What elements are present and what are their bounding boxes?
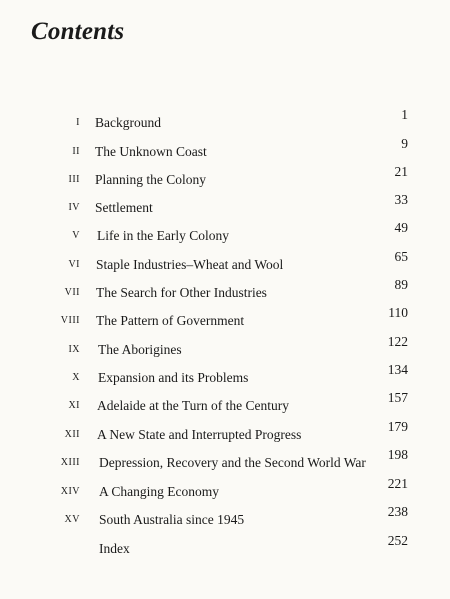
page-number: 179	[387, 419, 408, 434]
chapter-title: Life in the Early Colony	[97, 228, 229, 243]
chapter-number: XI	[68, 400, 80, 411]
toc-entry	[0, 277, 450, 307]
chapter-title: Expansion and its Problems	[98, 370, 249, 385]
page-number: 157	[387, 390, 408, 405]
toc-entry	[0, 476, 450, 506]
chapter-number: XIV	[60, 486, 80, 497]
chapter-number: VI	[68, 259, 80, 270]
chapter-number: XIII	[60, 457, 80, 468]
chapter-title: Settlement	[95, 200, 153, 215]
toc-entry	[0, 305, 450, 335]
chapter-number: VIII	[60, 315, 80, 326]
chapter-title: Staple Industries–Wheat and Wool	[96, 257, 284, 272]
toc-entry	[0, 390, 450, 420]
chapter-number: III	[68, 174, 80, 185]
toc-entry	[0, 419, 450, 449]
toc-entry	[0, 220, 450, 250]
chapter-number: I	[76, 117, 80, 128]
page-number: 122	[387, 334, 408, 349]
chapter-title: The Aborigines	[98, 342, 182, 357]
chapter-title: Index	[99, 541, 130, 556]
toc-entry	[0, 334, 450, 364]
page-number: 134	[387, 362, 408, 377]
toc-entry	[0, 136, 450, 166]
chapter-title: Background	[95, 115, 161, 130]
toc-entry	[0, 362, 450, 392]
chapter-title: A Changing Economy	[99, 484, 219, 499]
page-number: 65	[394, 249, 408, 264]
page-number: 252	[387, 533, 408, 548]
chapter-title: The Pattern of Government	[96, 313, 245, 328]
page-number: 89	[394, 277, 408, 292]
chapter-title: South Australia since 1945	[99, 512, 245, 527]
chapter-number: II	[72, 146, 80, 157]
page-number: 238	[387, 504, 408, 519]
chapter-title: The Unknown Coast	[95, 144, 207, 159]
page-title: Contents	[31, 18, 125, 45]
page-number: 110	[388, 305, 408, 320]
chapter-number: IX	[68, 344, 80, 355]
toc-entry	[0, 504, 450, 534]
chapter-number: V	[72, 230, 80, 241]
page-number: 33	[394, 192, 408, 207]
page-number: 198	[387, 447, 408, 462]
chapter-title: Depression, Recovery and the Second World War	[99, 455, 366, 470]
toc-entry	[0, 164, 450, 194]
chapter-number: IV	[68, 202, 80, 213]
chapter-number: VII	[64, 287, 80, 298]
toc-entry	[0, 192, 450, 222]
chapter-number: XII	[64, 429, 80, 440]
page-number: 49	[394, 220, 408, 235]
chapter-title: Adelaide at the Turn of the Century	[97, 398, 289, 413]
chapter-title: A New State and Interrupted Progress	[97, 427, 302, 442]
chapter-title: The Search for Other Industries	[96, 285, 267, 300]
chapter-number: X	[72, 372, 80, 383]
page-number: 9	[401, 136, 408, 151]
chapter-number: XV	[64, 514, 80, 525]
page-number: 1	[401, 107, 408, 122]
toc-entry	[0, 107, 450, 137]
page-number: 21	[394, 164, 408, 179]
toc-entry	[0, 447, 450, 477]
chapter-title: Planning the Colony	[95, 172, 206, 187]
toc-entry	[0, 533, 450, 563]
page-number: 221	[387, 476, 408, 491]
toc-entry	[0, 249, 450, 279]
